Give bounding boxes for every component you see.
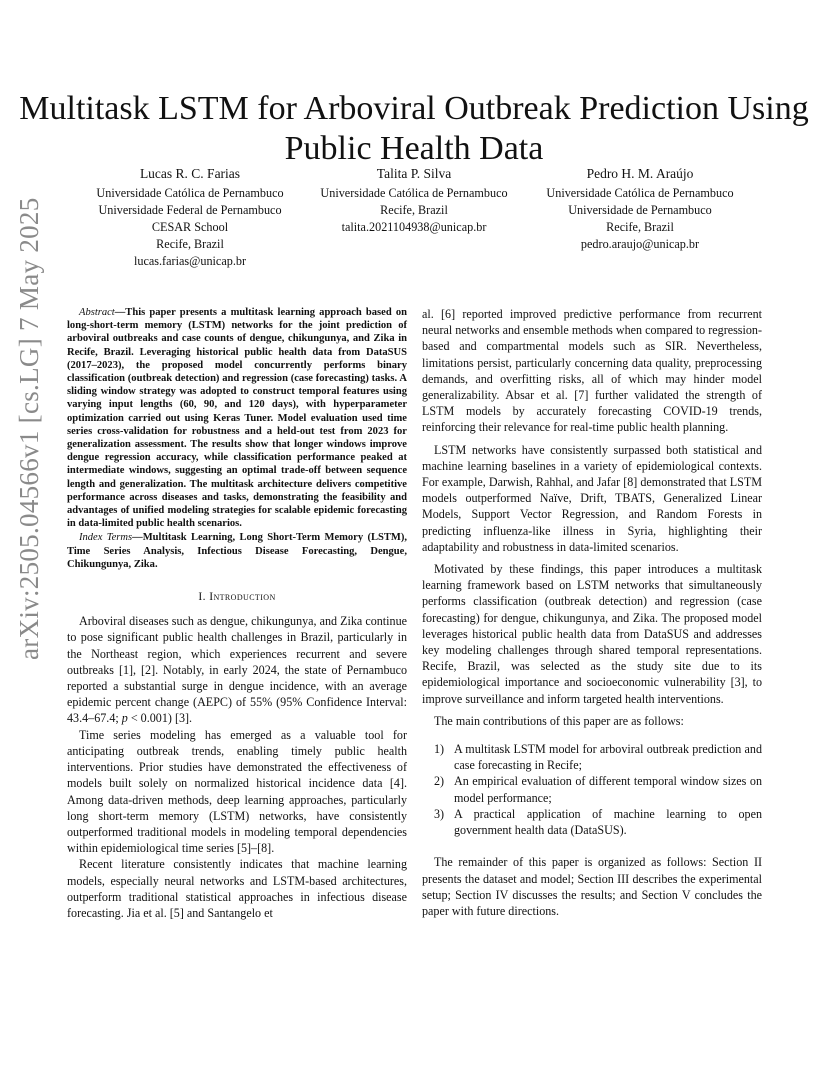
author-block [70, 165, 770, 275]
section-heading-introduction [67, 589, 407, 605]
paragraph-text: Arboviral diseases such as dengue, chikungunya, and Zika continue to pose significant public health challenges in Brazil, particularly in the Northeast region, which experiences recurrent and severe outbreaks [1], [2]. Notably, in early 2024, the state of Pernambuco reported a substantial surge in dengue incidence, with an average epidemic percent change (AEPC) of 55% (95% Confidence Interval: 43.4–67.4; [67, 614, 407, 726]
author-name: Lucas R. C. Farias [139, 166, 241, 181]
list-item [422, 806, 762, 838]
abstract-label: Abstract [79, 307, 115, 318]
list-item-text: A practical application of machine learning to open government health data (DataSUS). [454, 806, 762, 838]
contributions-list [422, 741, 762, 838]
list-item-number: 2) [434, 774, 445, 789]
paragraph-text: < 0.001) [3]. [127, 711, 193, 726]
body-paragraph: The main contributions of this paper are as follows: [434, 713, 684, 728]
paper-title: Multitask LSTM for Arboviral Outbreak Prediction Using Public Health Data [19, 89, 809, 167]
author-location: Recife, Brazil [606, 220, 674, 234]
list-item [422, 741, 762, 773]
body-paragraph: The remainder of this paper is organized as follows: Section II presents the dataset and model; Section III describes the experimental setup; Section IV discusses the results; and Section V concludes the paper with future directions. [422, 855, 762, 918]
list-item-number: 1) [434, 742, 445, 757]
list-item-text: A multitask LSTM model for arboviral outbreak prediction and case forecasting in Recife; [454, 742, 762, 773]
list-item [422, 773, 762, 805]
author-location: Recife, Brazil [380, 203, 448, 217]
author-affiliation: Universidade Federal de Pernambuco [98, 203, 282, 217]
author-email: talita.2021104938@unicap.br [341, 220, 487, 234]
author-name: Pedro H. M. Araújo [586, 166, 694, 181]
section-title: Introduction [209, 590, 276, 604]
author-affiliation: CESAR School [151, 220, 229, 234]
index-terms-text: —Multitask Learning, Long Short-Term Memory (LSTM), Time Series Analysis, Infectious Disease Forecasting, Dengue, Chikungunya, Zika. [67, 532, 407, 570]
abstract [67, 306, 407, 530]
left-column [67, 306, 407, 921]
author-email: lucas.farias@unicap.br [133, 254, 247, 268]
author-email: pedro.araujo@unicap.br [580, 237, 700, 251]
author-location: Recife, Brazil [156, 237, 224, 251]
body-paragraph: Recent literature consistently indicates that machine learning models, especially neural networks and LSTM-based architectures, outperform traditional statistical approaches in infectious disease forecasting. Jia et al. [5] and Santangelo et [67, 857, 407, 920]
index-terms-label: Index Terms [79, 532, 133, 544]
author-affiliation: Universidade Católica de Pernambuco [96, 186, 284, 200]
author-2 [294, 165, 534, 236]
author-name: Talita P. Silva [376, 166, 452, 181]
arxiv-identifier: arXiv:2505.04566v1 [cs.LG] 7 May 2025 [14, 197, 44, 660]
body-paragraph [67, 613, 407, 726]
body-paragraph: LSTM networks have consistently surpassed both statistical and machine learning baselines in a variety of epidemiological contexts. For example, Darwish, Rahhal, and Jafar [8] demonstrated that LSTM models outperformed Naïve, Drift, TBATS, Generalized Linear Models, Support Vector Regression, and Random Forests in predicting influenza-like illness in Syria, highlighting their adaptability and robustness in data-limited scenarios. [422, 442, 762, 554]
section-numeral: I. [198, 590, 210, 604]
list-item-text: An empirical evaluation of different temporal window sizes on model performance; [454, 774, 762, 805]
author-affiliation: Universidade Católica de Pernambuco [546, 186, 734, 200]
author-affiliation: Universidade de Pernambuco [568, 203, 712, 217]
author-3 [520, 165, 760, 253]
index-terms [67, 531, 407, 571]
body-paragraph: Time series modeling has emerged as a valuable tool for anticipating outbreak trends, enabling timely public health interventions. Prior studies have demonstrated the effectiveness of models built solely on normalized historical incidence data [4]. Among data-driven methods, deep learning approaches, particularly long short-term memory (LSTM) networks, have consistently outperformed traditional models in modeling temporal dependencies within epidemiological time series [5]–[8]. [67, 727, 407, 856]
body-paragraph-continued: al. [6] reported improved predictive performance from recurrent neural networks and ensemble methods when compared to regression-based and compartmental models such as SIR. Nevertheless, limitations persist, particularly concerning data quality, preprocessing demands, and overfitting risks, all of which may hinder model generalizability. Absar et al. [7] further validated the strength of LSTM models by accurately forecasting COVID-19 trends, reinforcing their relevance for real-time public health planning. [422, 307, 762, 435]
list-item-number: 3) [434, 806, 445, 821]
p-value-symbol: p [121, 711, 128, 726]
author-1 [70, 165, 310, 270]
body-paragraph: Motivated by these findings, this paper introduces a multitask learning framework based on LSTM networks that simultaneously performs classification (outbreak detection) and regression (case forecasting) for dengue, chikungunya, and Zika. The proposed model leverages historical public health data from DataSUS and addresses key modeling challenges through shared temporal representations. Recife, Brazil, was selected as the study site due to its epidemiological importance and socioeconomic vulnerability [3], to improve surveillance and inform targeted health interventions. [422, 562, 762, 706]
abstract-text: —This paper presents a multitask learning approach based on long-short-term memory (LSTM) networks for the joint prediction of arboviral outbreaks and case counts of dengue, chikungunya, and Zika in Recife, Brazil. Leveraging historical public health data from DataSUS (2017–2023), the proposed model concurrently performs binary classification (outbreak detection) and regression (case forecasting) tasks. A sliding window strategy was adopted to construct temporal features using varying input lengths (60, 90, and 120 days), with hyperparameter optimization carried out using Keras Tuner. Model evaluation used time series cross-validation for robustness and a held-out test from 2023 for generalization assessment. The results show that longer windows improve dengue regression accuracy, while classification performance peaked at intermediate windows, suggesting an optimal trade-off between sequence length and generalization. The multitask architecture delivers competitive performance across diseases and tasks, demonstrating the feasibility and advantages of unified modeling strategies for scalable epidemic forecasting in data-limited public health scenarios. [67, 307, 407, 530]
author-affiliation: Universidade Católica de Pernambuco [320, 186, 508, 200]
right-column [422, 306, 762, 919]
